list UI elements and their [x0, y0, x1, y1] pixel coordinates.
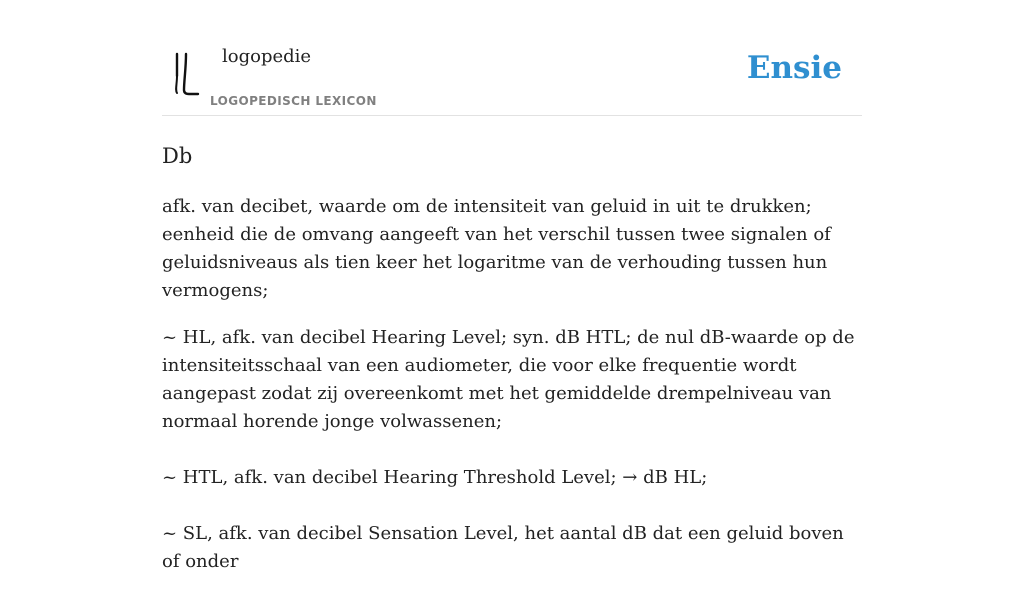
source-subtitle: LOGOPEDISCH LEXICON — [210, 94, 377, 108]
definition-paragraph: ~ HL, afk. van decibel Hearing Level; syn. dB HTL; de nul dB-waarde op de intensiteitsschaal van een audiometer, die voor elke frequentie wordt aangepast zodat zij overeenkomt met het gemiddelde drempelniveau van normaal horende jonge volwassenen; — [162, 327, 855, 432]
entry-definition — [162, 193, 862, 576]
definition-paragraph: afk. van decibet, waarde om de intensiteit van geluid in uit te drukken; eenheid die de omvang aangeeft van het verschil tussen twee signalen of geluidsniveaus als tien keer het logaritme van de verhouding tussen hun vermogens; — [162, 196, 831, 301]
letter-l-logo-icon[interactable] — [167, 48, 207, 98]
header — [162, 0, 862, 116]
definition-paragraph: ~ SL, afk. van decibel Sensation Level, het aantal dB dat een geluid boven of onder — [162, 523, 844, 572]
brand-logo[interactable]: Ensie — [746, 50, 842, 86]
content-container — [162, 0, 862, 595]
definition-paragraph: ~ HTL, afk. van decibel Hearing Threshold Level; → dB HL; — [162, 467, 708, 488]
entry-title: Db — [162, 144, 193, 168]
source-link[interactable]: logopedie — [222, 46, 312, 67]
